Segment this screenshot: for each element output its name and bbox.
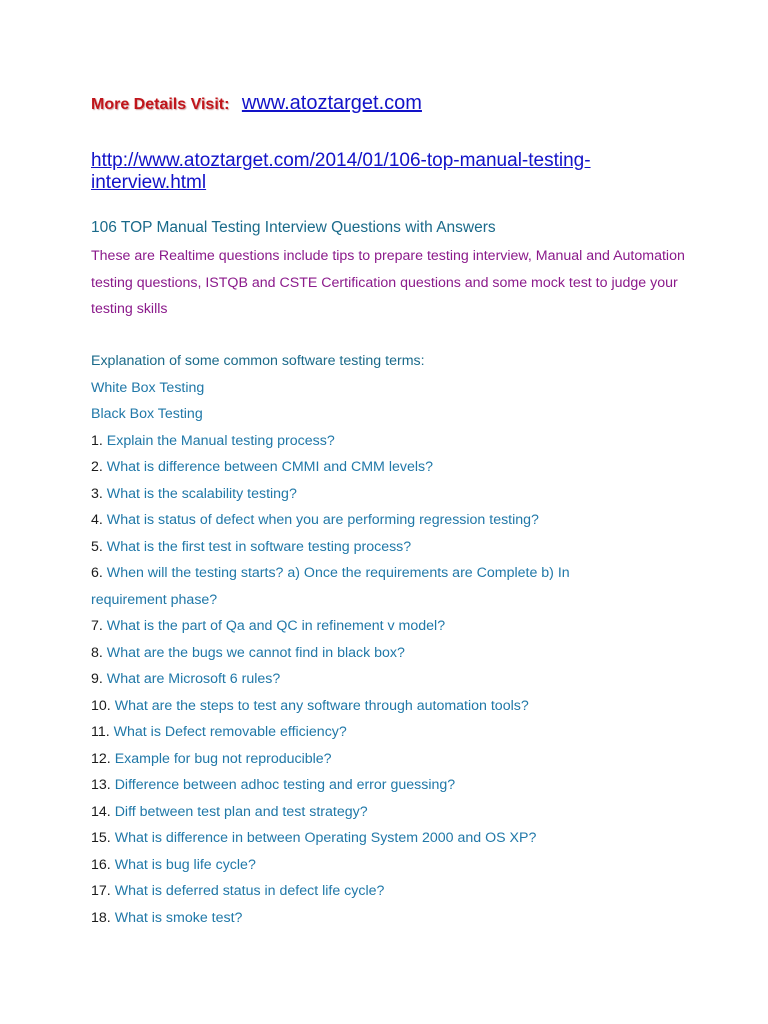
list-item (91, 772, 731, 799)
list-item (91, 454, 731, 481)
list-item (91, 666, 731, 693)
item-number: 17. (91, 883, 111, 899)
list-item (91, 825, 731, 852)
item-number: 10. (91, 697, 111, 714)
explanation-heading: Explanation of some common software testing terms: (91, 353, 425, 369)
list-item (91, 534, 731, 561)
item-number: 5. (91, 538, 103, 555)
list-item (91, 693, 731, 720)
list-item (91, 799, 731, 826)
item-text: When will the testing starts? a) Once the requirements are Complete b) In (106, 565, 570, 581)
item-text: What is smoke test? (114, 909, 243, 926)
item-text: What is bug life cycle? (114, 856, 256, 873)
item-number: 3. (91, 485, 103, 502)
item-number: 6. (91, 565, 103, 581)
item-number: 18. (91, 909, 111, 926)
list-item (91, 640, 731, 667)
item-text: Diff between test plan and test strategy? (114, 803, 368, 820)
list-item (91, 507, 731, 534)
item-text-continuation: requirement phase? (91, 591, 218, 608)
site-link[interactable]: www.atoztarget.com (241, 92, 422, 114)
list-item-continuation (91, 587, 731, 614)
item-text: What are the bugs we cannot find in black box? (106, 644, 405, 661)
item-text: Explain the Manual testing process? (106, 432, 335, 449)
item-text: What is the part of Qa and QC in refinement v model? (106, 618, 446, 634)
list-item (91, 719, 731, 746)
more-details-label: More Details Visit: (91, 96, 230, 113)
item-number: 7. (91, 618, 103, 634)
item-number: 13. (91, 777, 111, 793)
item-number: 4. (91, 512, 103, 528)
more-details-row (91, 92, 422, 115)
item-number: 14. (91, 803, 111, 820)
list-item (91, 428, 731, 455)
item-number: 2. (91, 459, 103, 475)
item-text: What is difference between CMMI and CMM levels? (106, 459, 433, 475)
item-number: 9. (91, 671, 103, 687)
intro-paragraph: These are Realtime questions include tips to prepare testing interview, Manual and Automation testing questions, ISTQB and CSTE Certification questions and some mock test to judge your testing skills (91, 248, 685, 317)
question-list (91, 348, 731, 931)
document-title: 106 TOP Manual Testing Interview Questions with Answers (91, 219, 496, 236)
item-text: What is difference in between Operating System 2000 and OS XP? (114, 830, 537, 846)
list-item (91, 560, 731, 587)
item-text: What is the scalability testing? (106, 485, 297, 502)
item-text: What is status of defect when you are performing regression testing? (106, 512, 539, 528)
item-number: 15. (91, 830, 111, 846)
item-number: 11. (91, 724, 110, 740)
term-black-box: Black Box Testing (91, 406, 203, 422)
list-item (91, 878, 731, 905)
item-text: What is the first test in software testing process? (106, 538, 412, 555)
item-text: What is deferred status in defect life cycle? (114, 883, 385, 899)
item-number: 8. (91, 644, 103, 661)
list-item (91, 481, 731, 508)
list-item (91, 905, 731, 932)
item-text: What is Defect removable efficiency? (113, 724, 347, 740)
article-link[interactable]: http://www.atoztarget.com/2014/01/106-top-manual-testing-interview.html (91, 150, 591, 193)
item-text: Difference between adhoc testing and error guessing? (114, 777, 456, 793)
term-white-box: White Box Testing (91, 379, 205, 396)
item-text: Example for bug not reproducible? (114, 750, 332, 767)
item-number: 1. (91, 432, 103, 449)
item-number: 12. (91, 750, 111, 767)
item-number: 16. (91, 856, 111, 873)
item-text: What are Microsoft 6 rules? (106, 671, 281, 687)
item-text: What are the steps to test any software through automation tools? (114, 697, 529, 714)
list-item (91, 852, 731, 879)
list-item (91, 613, 731, 640)
list-item (91, 746, 731, 773)
